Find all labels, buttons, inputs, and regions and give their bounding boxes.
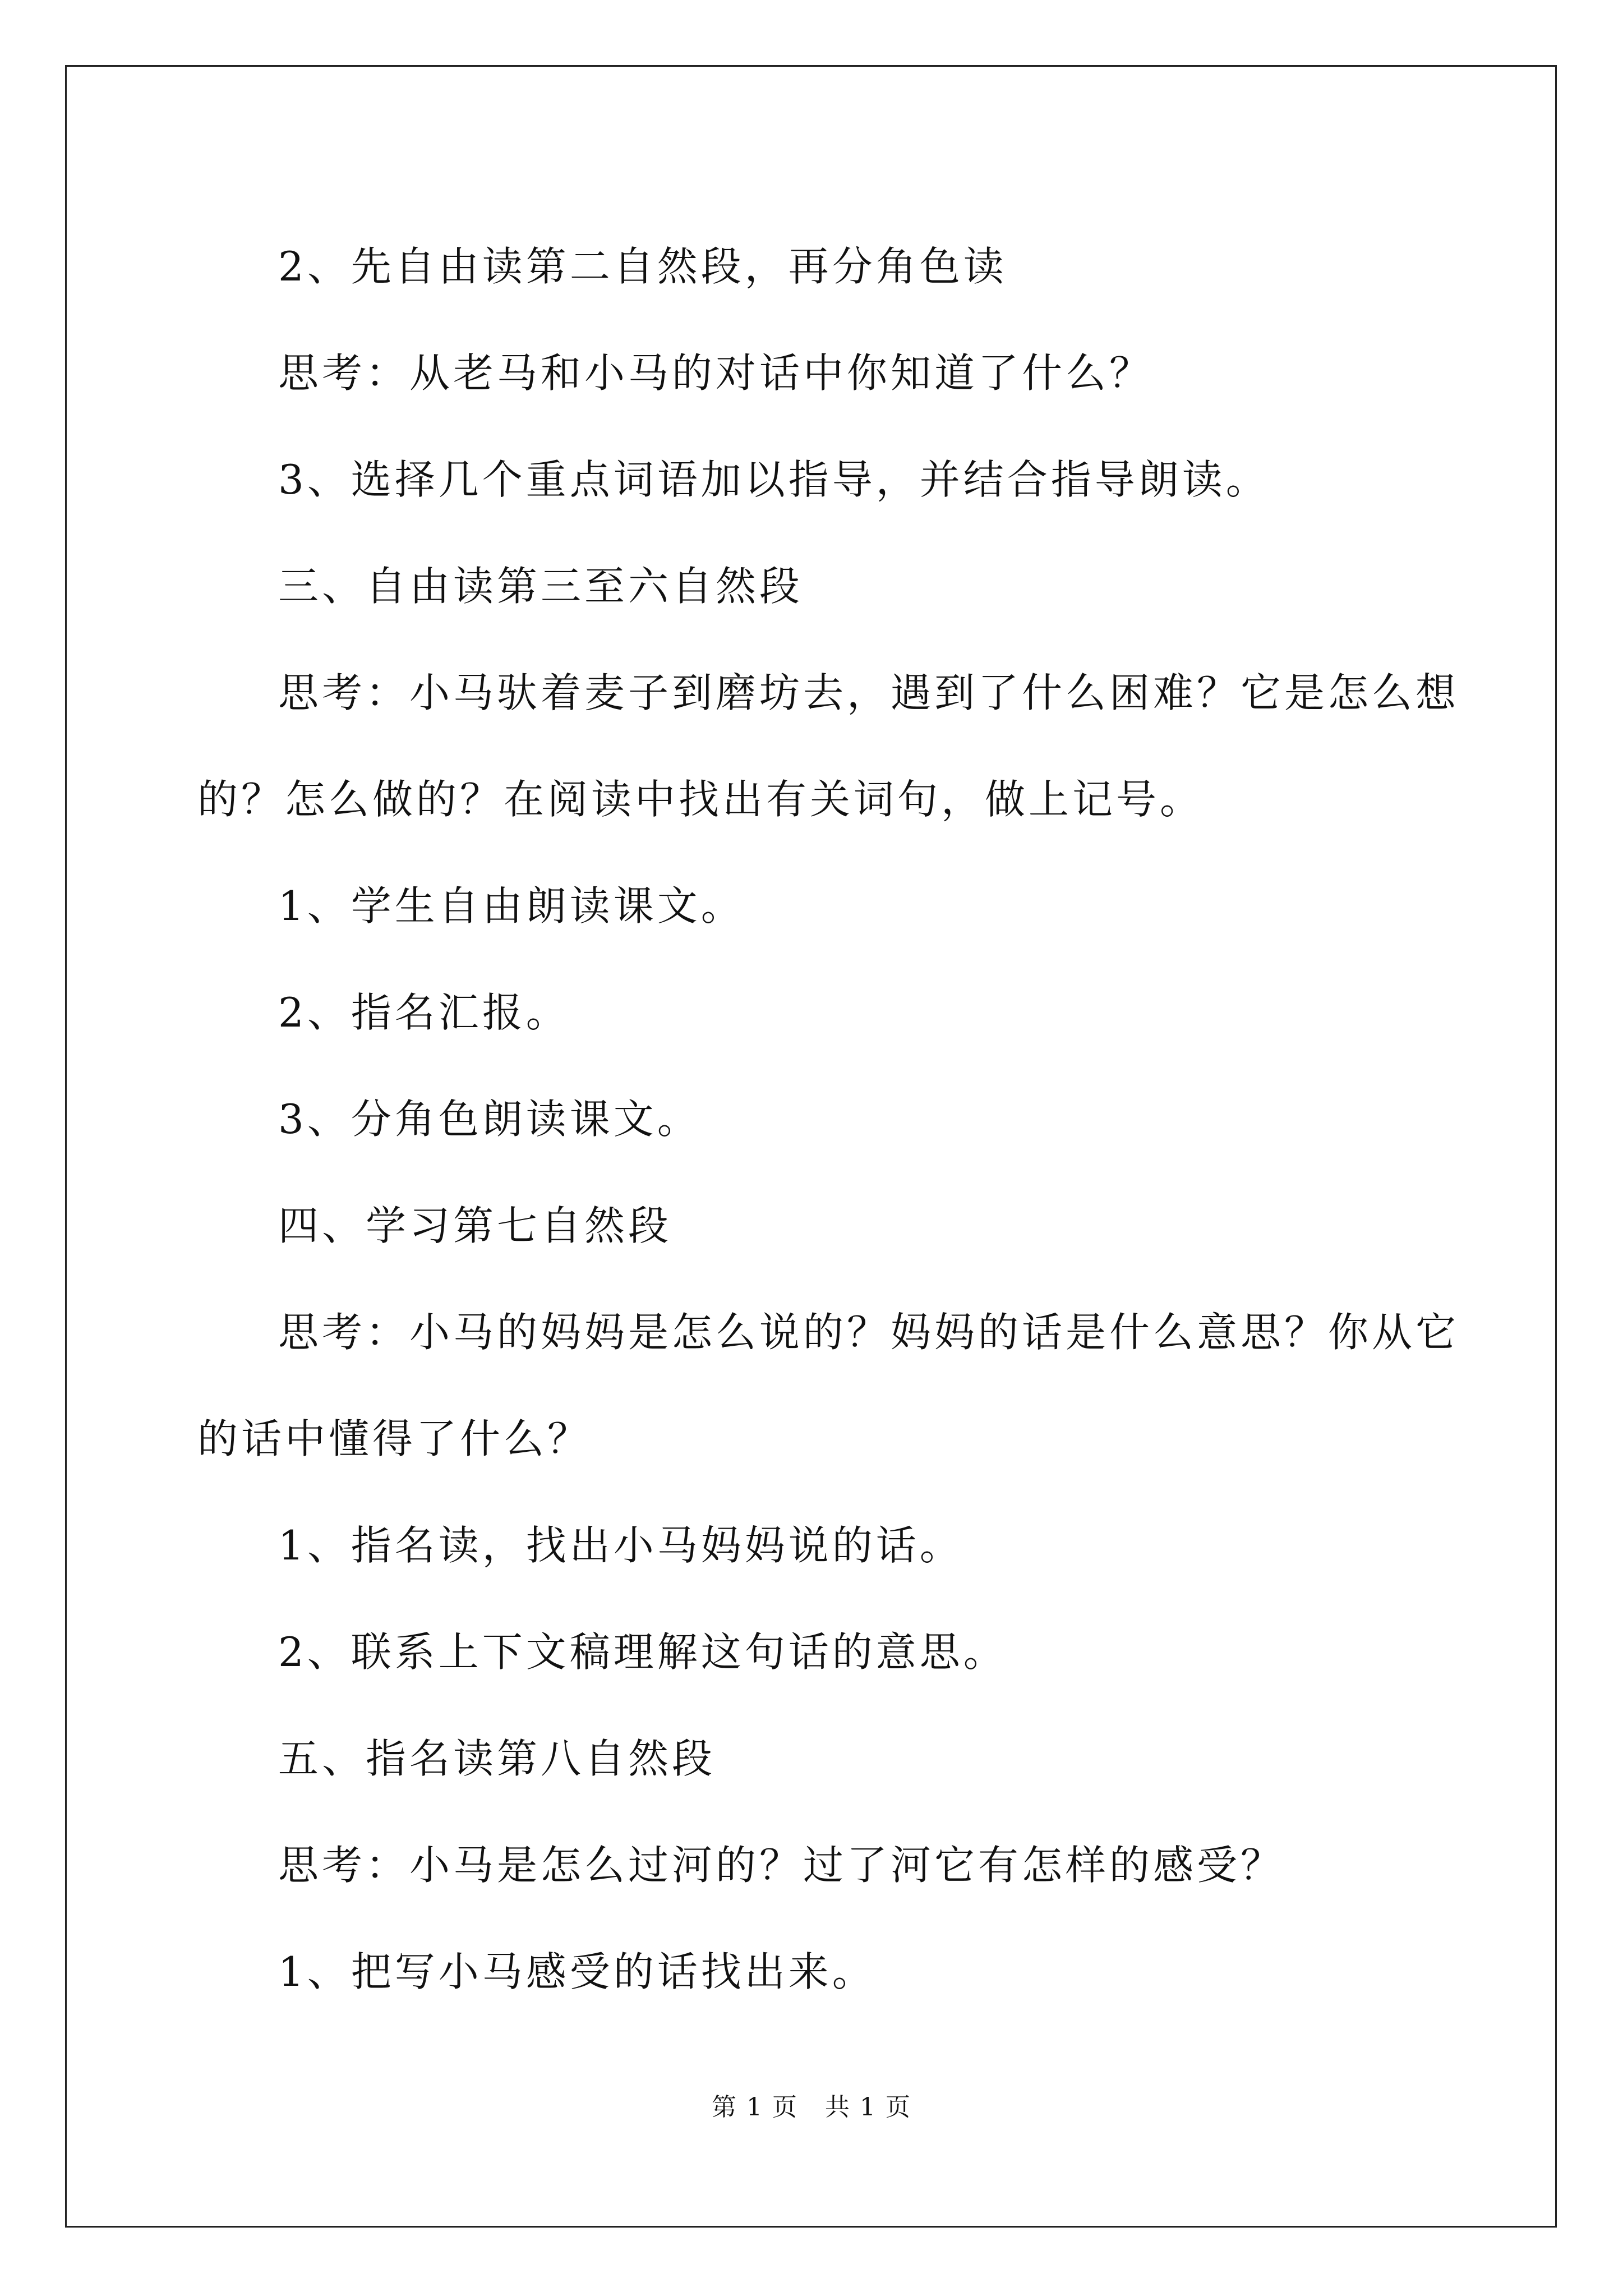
paragraph: 思考：小马的妈妈是怎么说的？妈妈的话是什么意思？你从它的话中懂得了什么？ — [197, 1309, 1460, 1462]
section-heading: 三、自由读第三至六自然段 — [278, 563, 804, 610]
paragraph: 2、联系上下文稿理解这句话的意思。 — [278, 1628, 1007, 1676]
section-heading: 四、学习第七自然段 — [278, 1202, 672, 1249]
page-number-current: 第 1 页 — [712, 2093, 798, 2122]
paragraph: 3、分角色朗读课文。 — [278, 1096, 701, 1143]
paragraph: 1、把写小马感受的话找出来。 — [278, 1948, 876, 1995]
paragraph: 2、指名汇报。 — [278, 989, 570, 1036]
paragraph: 1、指名读，找出小马妈妈说的话。 — [278, 1522, 963, 1569]
page-number-total: 共 1 页 — [825, 2093, 911, 2122]
document-body — [197, 213, 1476, 2025]
paragraph: 1、学生自由朗读课文。 — [278, 882, 745, 930]
paragraph: 思考：小马驮着麦子到磨坊去，遇到了什么困难？它是怎么想的？怎么做的？在阅读中找出有关词句，做上记号。 — [197, 669, 1460, 823]
page-footer — [0, 2087, 1623, 2123]
paragraph: 思考：小马是怎么过河的？过了河它有怎样的感受？ — [278, 1842, 1285, 1889]
section-heading: 五、指名读第八自然段 — [278, 1735, 716, 1782]
paragraph: 2、先自由读第二自然段，再分角色读 — [278, 243, 1007, 290]
paragraph: 3、选择几个重点词语加以指导，并结合指导朗读。 — [278, 456, 1270, 503]
paragraph: 思考：从老马和小马的对话中你知道了什么？ — [278, 349, 1154, 397]
